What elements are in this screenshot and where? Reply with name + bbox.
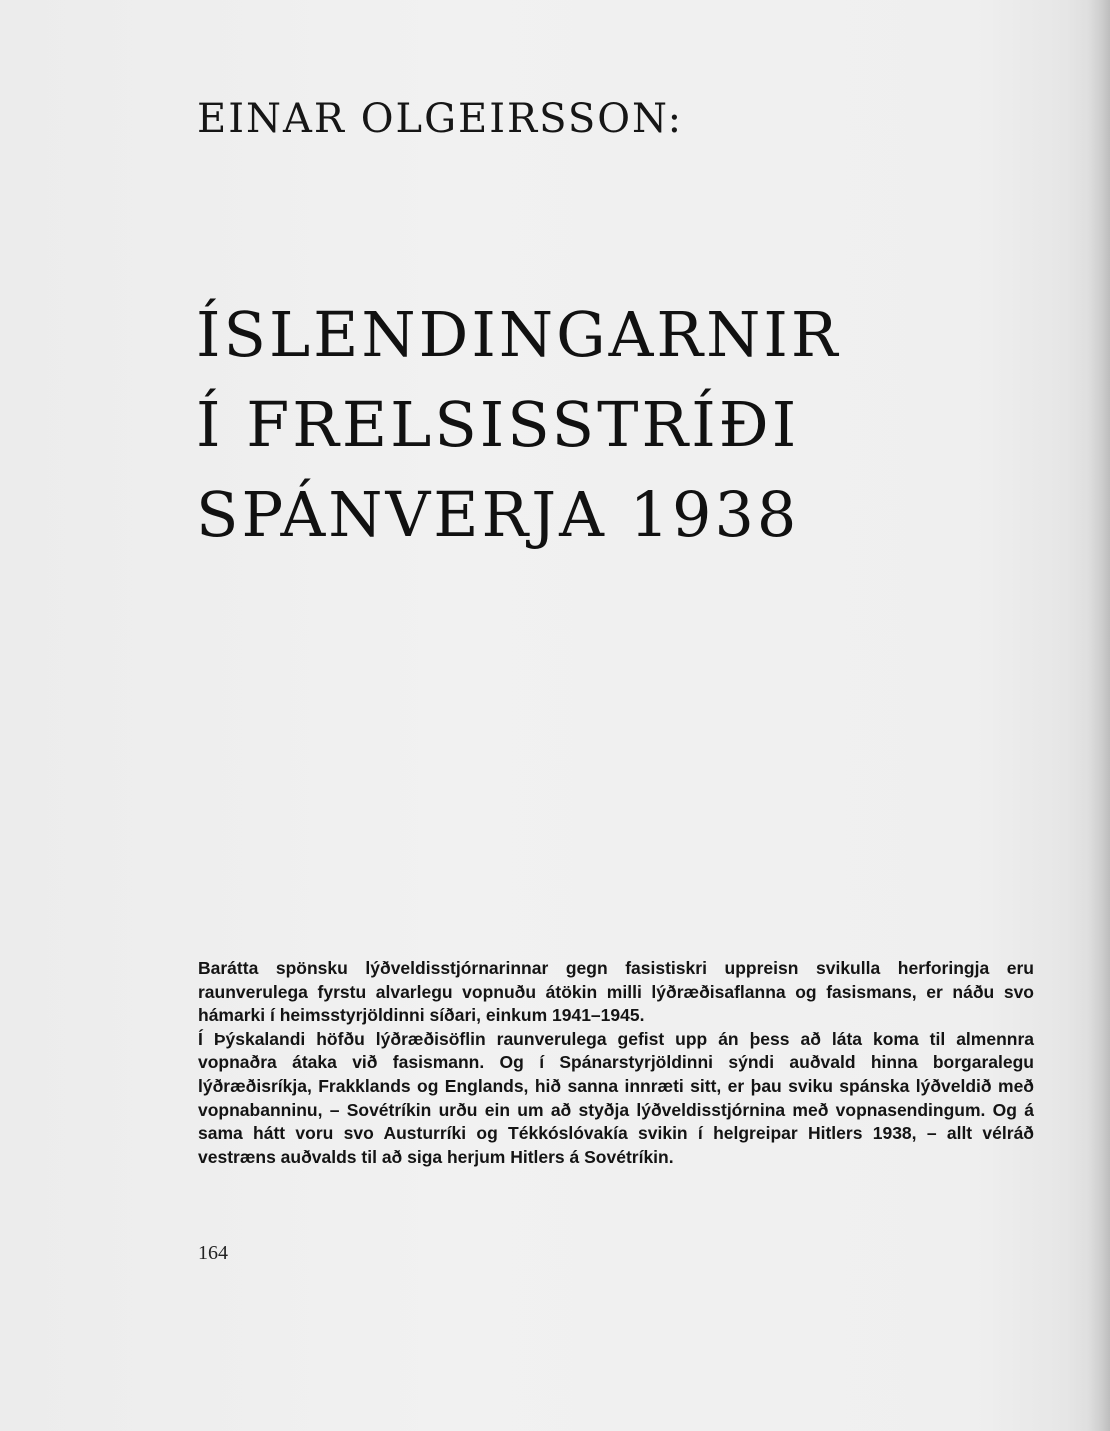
author-name: EINAR OLGEIRSSON:: [197, 96, 684, 142]
title-line-3: SPÁNVERJA 1938: [196, 478, 800, 551]
page-number: 164: [198, 1242, 228, 1264]
page-fold-shadow: [1088, 0, 1110, 1431]
title-line-1: ÍSLENDINGARNIR: [196, 298, 841, 371]
intro-text: [198, 957, 1034, 1169]
intro-paragraph-1: Barátta spönsku lýðveldisstjórnarinnar gegn fasistiskri uppreisn svikulla herforingja eru raunverulega fyrstu alvarlegu vopnuðu átökin milli lýðræðisaflanna og fasismans, er náðu svo hámarki í heimsstyrjöldinni síðari, einkum 1941–1945.: [198, 958, 1034, 1026]
intro-paragraph-2: Í Þýskalandi höfðu lýðræðisöflin raunverulega gefist upp án þess að láta koma til almennra vopnaðra átaka við fasismann. Og í Spánarstyrjöldinni sýndi auðvald hinna borgaralegu lýðræðisríkja, Frakklands og Englands, hið sanna innræti sitt, er þau sviku spánska lýðveldið með vopnabanninu, – Sovétríkin urðu ein um að styðja lýðveldisstjórnina með vopnasendingum. Og á sama hátt voru svo Austurríki og Tékkóslóvakía svikin í helgreipar Hitlers 1938, – allt vélráð vestræns auðvalds til að siga herjum Hitlers á Sovétríkin.: [198, 1028, 1034, 1167]
chapter-title: [196, 290, 841, 560]
title-line-2: Í FRELSISSTRÍÐI: [196, 388, 800, 461]
